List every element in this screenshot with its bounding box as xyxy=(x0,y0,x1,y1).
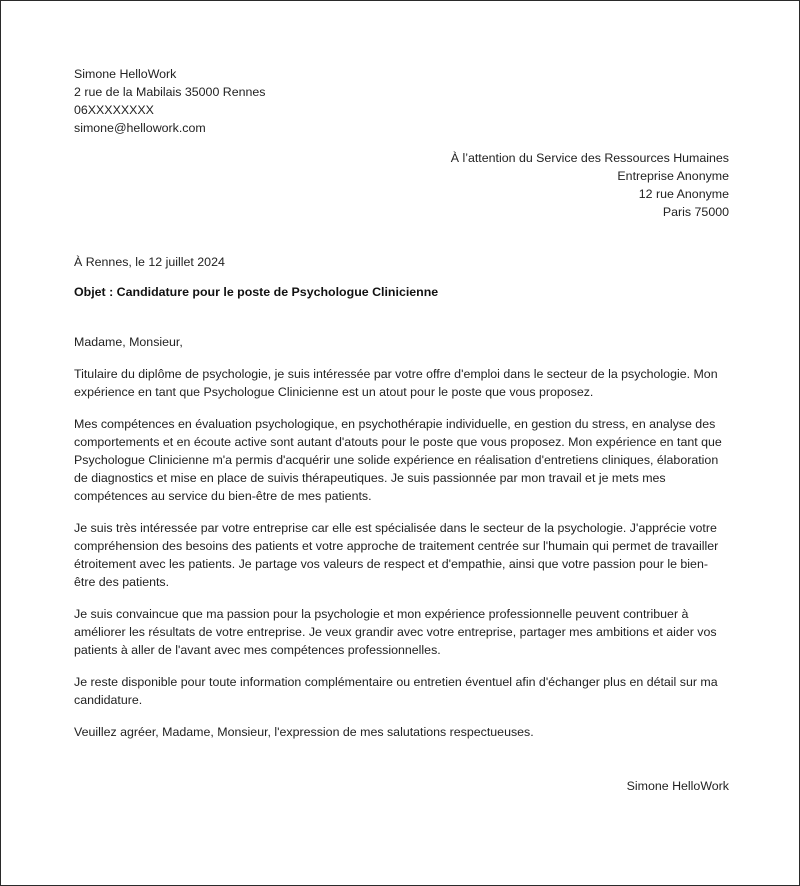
sender-address: 2 rue de la Mabilais 35000 Rennes xyxy=(74,85,266,99)
signature: Simone HelloWork xyxy=(626,779,729,793)
recipient-block xyxy=(74,149,729,221)
cover-letter xyxy=(74,65,729,795)
body-paragraph-intro: Titulaire du diplôme de psychologie, je suis intéressée par votre offre d'emploi dans le secteur de la psychologie. Mon expérience en tant que Psychologue Clinicienne est un atout pour le poste que vous proposez. xyxy=(74,367,718,399)
sender-email: simone@hellowork.com xyxy=(74,121,206,135)
recipient-company: Entreprise Anonyme xyxy=(617,169,729,183)
recipient-street: 12 rue Anonyme xyxy=(638,187,729,201)
recipient-attention: À l’attention du Service des Ressources Humaines xyxy=(450,151,729,165)
body-paragraph-motivation: Je suis très intéressée par votre entreprise car elle est spécialisée dans le secteur de la psychologie. J'apprécie votre compréhension des besoins des patients et votre approche de traitement centrée sur l'humain qui permet de travailler étroitement avec les patients. Je partage vos valeurs de respect et d'empathie, ainsi que votre passion pour le bien-être des patients. xyxy=(74,521,719,589)
letter-date: À Rennes, le 12 juillet 2024 xyxy=(74,255,225,269)
body-paragraph-contribution: Je suis convaincue que ma passion pour la psychologie et mon expérience professionnelle peuvent contribuer à améliorer les résultats de votre entreprise. Je veux grandir avec votre entreprise, partager mes ambitions et aider vos patients à aller de l'avant avec mes compétences professionnelles. xyxy=(74,607,717,657)
sender-phone: 06XXXXXXXX xyxy=(74,103,154,117)
sender-block xyxy=(74,65,729,137)
body-paragraph-skills: Mes compétences en évaluation psychologique, en psychothérapie individuelle, en gestion du stress, en analyse des comportements et en écoute active sont autant d'atouts pour le poste que vous proposez. Mon expérience en tant que Psychologue Clinicienne m'a permis d'acquérir une solide expérience en réalisation d'entretiens cliniques, élaboration de diagnostics et mise en place de suivis thérapeutiques. Je suis passionnée par mon travail et je mets mes compétences au service du bien-être de mes patients. xyxy=(74,417,722,503)
letter-subject: Objet : Candidature pour le poste de Psychologue Clinicienne xyxy=(74,285,439,299)
body-paragraph-availability: Je reste disponible pour toute information complémentaire ou entretien éventuel afin d'échanger plus en détail sur ma candidature. xyxy=(74,675,718,707)
recipient-city: Paris 75000 xyxy=(662,205,729,219)
salutation: Madame, Monsieur, xyxy=(74,335,183,349)
closing-formula: Veuillez agréer, Madame, Monsieur, l'expression de mes salutations respectueuses. xyxy=(74,725,534,739)
sender-name: Simone HelloWork xyxy=(74,67,177,81)
